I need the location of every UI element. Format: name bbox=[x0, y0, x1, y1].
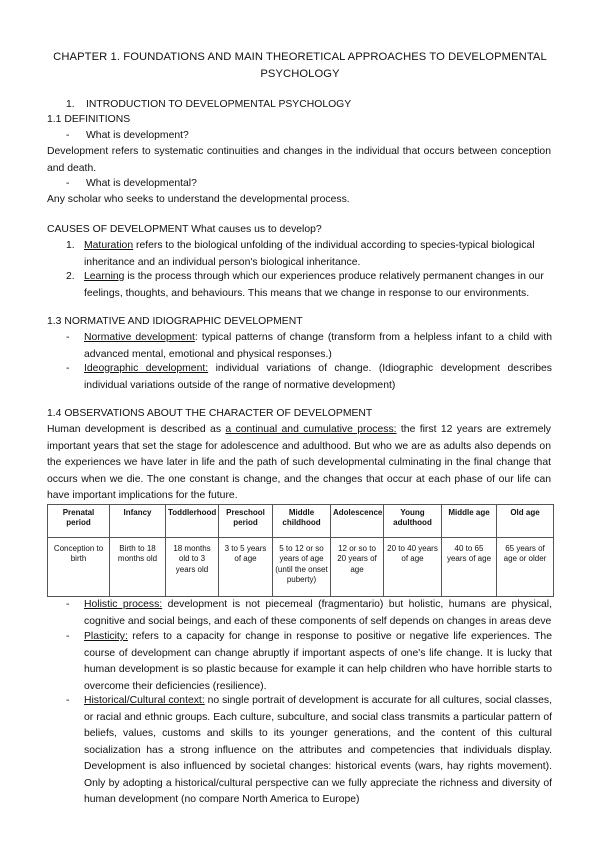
developmental-periods-table bbox=[47, 504, 554, 597]
ideographic-development-text: individual variations of change. (Idiographic development describes individual variations outside of the range of normative development) bbox=[84, 363, 552, 391]
question-development: What is development? bbox=[86, 130, 189, 141]
table-header-cell: Young adulthood bbox=[384, 505, 442, 538]
table-header-row bbox=[48, 505, 554, 538]
term-plasticity: Plasticity: bbox=[84, 631, 128, 642]
dash-bullet: - bbox=[66, 363, 70, 374]
plasticity-text: refers to a capacity for change in response to positive or negative life experiences. The course of development can change abruptly if important aspects of one's life change. It is lucky that human development is so plastic because for example it can help children who have horrible starts to overcome their deficiencies (resilience). bbox=[84, 631, 552, 692]
historical-cultural-item bbox=[84, 693, 552, 809]
table-cell: 3 to 5 years of age bbox=[219, 538, 273, 597]
question-developmental: What is developmental? bbox=[86, 178, 197, 189]
causes-item-text: refers to the biological unfolding of the individual according to species-typical biological inheritance and an individual person's biological inheritance. bbox=[84, 240, 535, 268]
table-cell: Birth to 18 months old bbox=[110, 538, 166, 597]
term-ideographic-development: Ideographic development: bbox=[84, 363, 209, 374]
term-learning: Learning bbox=[84, 271, 125, 282]
term-normative-development: Normative development bbox=[84, 332, 195, 343]
chapter-title-line-1: CHAPTER 1. FOUNDATIONS AND MAIN THEORETICAL APPROACHES TO DEVELOPMENTAL bbox=[53, 51, 547, 63]
holistic-process-text: development is not piecemeal (fragmentario) but holistic, humans are physical, cognitive and social beings, and each of these components of self depends on changes in areas deve bbox=[84, 599, 552, 627]
section-1-1-heading: 1.1 DEFINITIONS bbox=[47, 114, 131, 125]
term-holistic-process: Holistic process: bbox=[84, 599, 163, 610]
ideographic-development-item bbox=[84, 361, 552, 394]
causes-item-text: is the process through which our experiences produce relatively permanent changes in our feelings, thoughts, and behaviours. This means that we change in response to our environments. bbox=[84, 271, 544, 299]
table-header-cell: Adolescence bbox=[331, 505, 384, 538]
dash-bullet: - bbox=[66, 599, 70, 610]
table-header-cell: Middle age bbox=[442, 505, 497, 538]
table-cell: 20 to 40 years of age bbox=[384, 538, 442, 597]
section-1-3-heading: 1.3 NORMATIVE AND IDIOGRAPHIC DEVELOPMENT bbox=[47, 316, 303, 327]
table-header-cell: Preschool period bbox=[219, 505, 273, 538]
historical-cultural-text: no single portrait of development is accurate for all cultures, social classes, or racial and ethnic groups. Each culture, subculture, and social class transmits a particular pattern of beliefs, values, customs and skills to its younger generations, and the content of this cultural socialization has a strong influence on the attributes and competencies that individuals display. Development is also influenced by societal changes: historical events (wars, hay rights movement). Only by adopting a historical/cultural perspective can we fully appreciate the richness and diversity of human development (no compare North America to Europe) bbox=[84, 695, 552, 805]
paragraph-text: Human development is described as bbox=[47, 424, 226, 435]
dash-bullet: - bbox=[66, 332, 70, 343]
definition-developmental: Any scholar who seeks to understand the developmental process. bbox=[47, 194, 350, 205]
intro-heading: INTRODUCTION TO DEVELOPMENTAL PSYCHOLOGY bbox=[86, 99, 352, 110]
dash-bullet: - bbox=[66, 130, 70, 141]
table-cell: 40 to 65 years of age bbox=[442, 538, 497, 597]
table-row bbox=[48, 538, 554, 597]
dash-bullet: - bbox=[66, 631, 70, 642]
paragraph-text: the first 12 years are extremely important years that set the stage for adolescence and adulthood. But who we are as adults also depends on the experiences we have later in life and the path of such developmental culminating in the final change that occurs when we die. The one constant is change, and the changes that occur at each phase of our life can have important implications for the future. bbox=[47, 424, 551, 501]
holistic-process-item bbox=[84, 597, 552, 630]
chapter-title bbox=[40, 49, 560, 83]
normative-development-item bbox=[84, 330, 552, 363]
section-1-4-heading: 1.4 OBSERVATIONS ABOUT THE CHARACTER OF DEVELOPMENT bbox=[47, 408, 373, 419]
table-header-cell: Middle childhood bbox=[273, 505, 331, 538]
causes-item-learning bbox=[84, 269, 552, 302]
table-cell: 5 to 12 or so years of age (until the onset puberty) bbox=[273, 538, 331, 597]
table-cell: Conception to birth bbox=[48, 538, 110, 597]
section-1-4-paragraph bbox=[47, 422, 551, 505]
plasticity-item bbox=[84, 629, 552, 695]
causes-item-maturation bbox=[84, 238, 552, 271]
term-continual-cumulative: a continual and cumulative process: bbox=[225, 424, 397, 435]
definition-development: Development refers to systematic continuities and changes in the individual that occurs between conception and death. bbox=[47, 146, 551, 174]
dash-bullet: - bbox=[66, 695, 70, 706]
table-cell: 65 years of age or older bbox=[497, 538, 554, 597]
table-header-cell: Toddlerhood bbox=[166, 505, 219, 538]
causes-item-number: 2. bbox=[66, 271, 75, 282]
normative-development-text: : typical patterns of change (transform from a helpless infant to a child with advanced mental, emotional and physical responses.) bbox=[84, 332, 552, 360]
table-header-cell: Infancy bbox=[110, 505, 166, 538]
dash-bullet: - bbox=[66, 178, 70, 189]
table-cell: 18 months old to 3 years old bbox=[166, 538, 219, 597]
term-historical-cultural-context: Historical/Cultural context: bbox=[84, 695, 205, 706]
intro-number: 1. bbox=[66, 99, 75, 110]
term-maturation: Maturation bbox=[84, 240, 134, 251]
causes-heading: CAUSES OF DEVELOPMENT What causes us to develop? bbox=[47, 224, 322, 235]
table-header-cell: Prenatal period bbox=[48, 505, 110, 538]
table-header-cell: Old age bbox=[497, 505, 554, 538]
chapter-title-line-2: PSYCHOLOGY bbox=[260, 68, 340, 80]
table-cell: 12 or so to 20 years of age bbox=[331, 538, 384, 597]
causes-item-number: 1. bbox=[66, 240, 75, 251]
